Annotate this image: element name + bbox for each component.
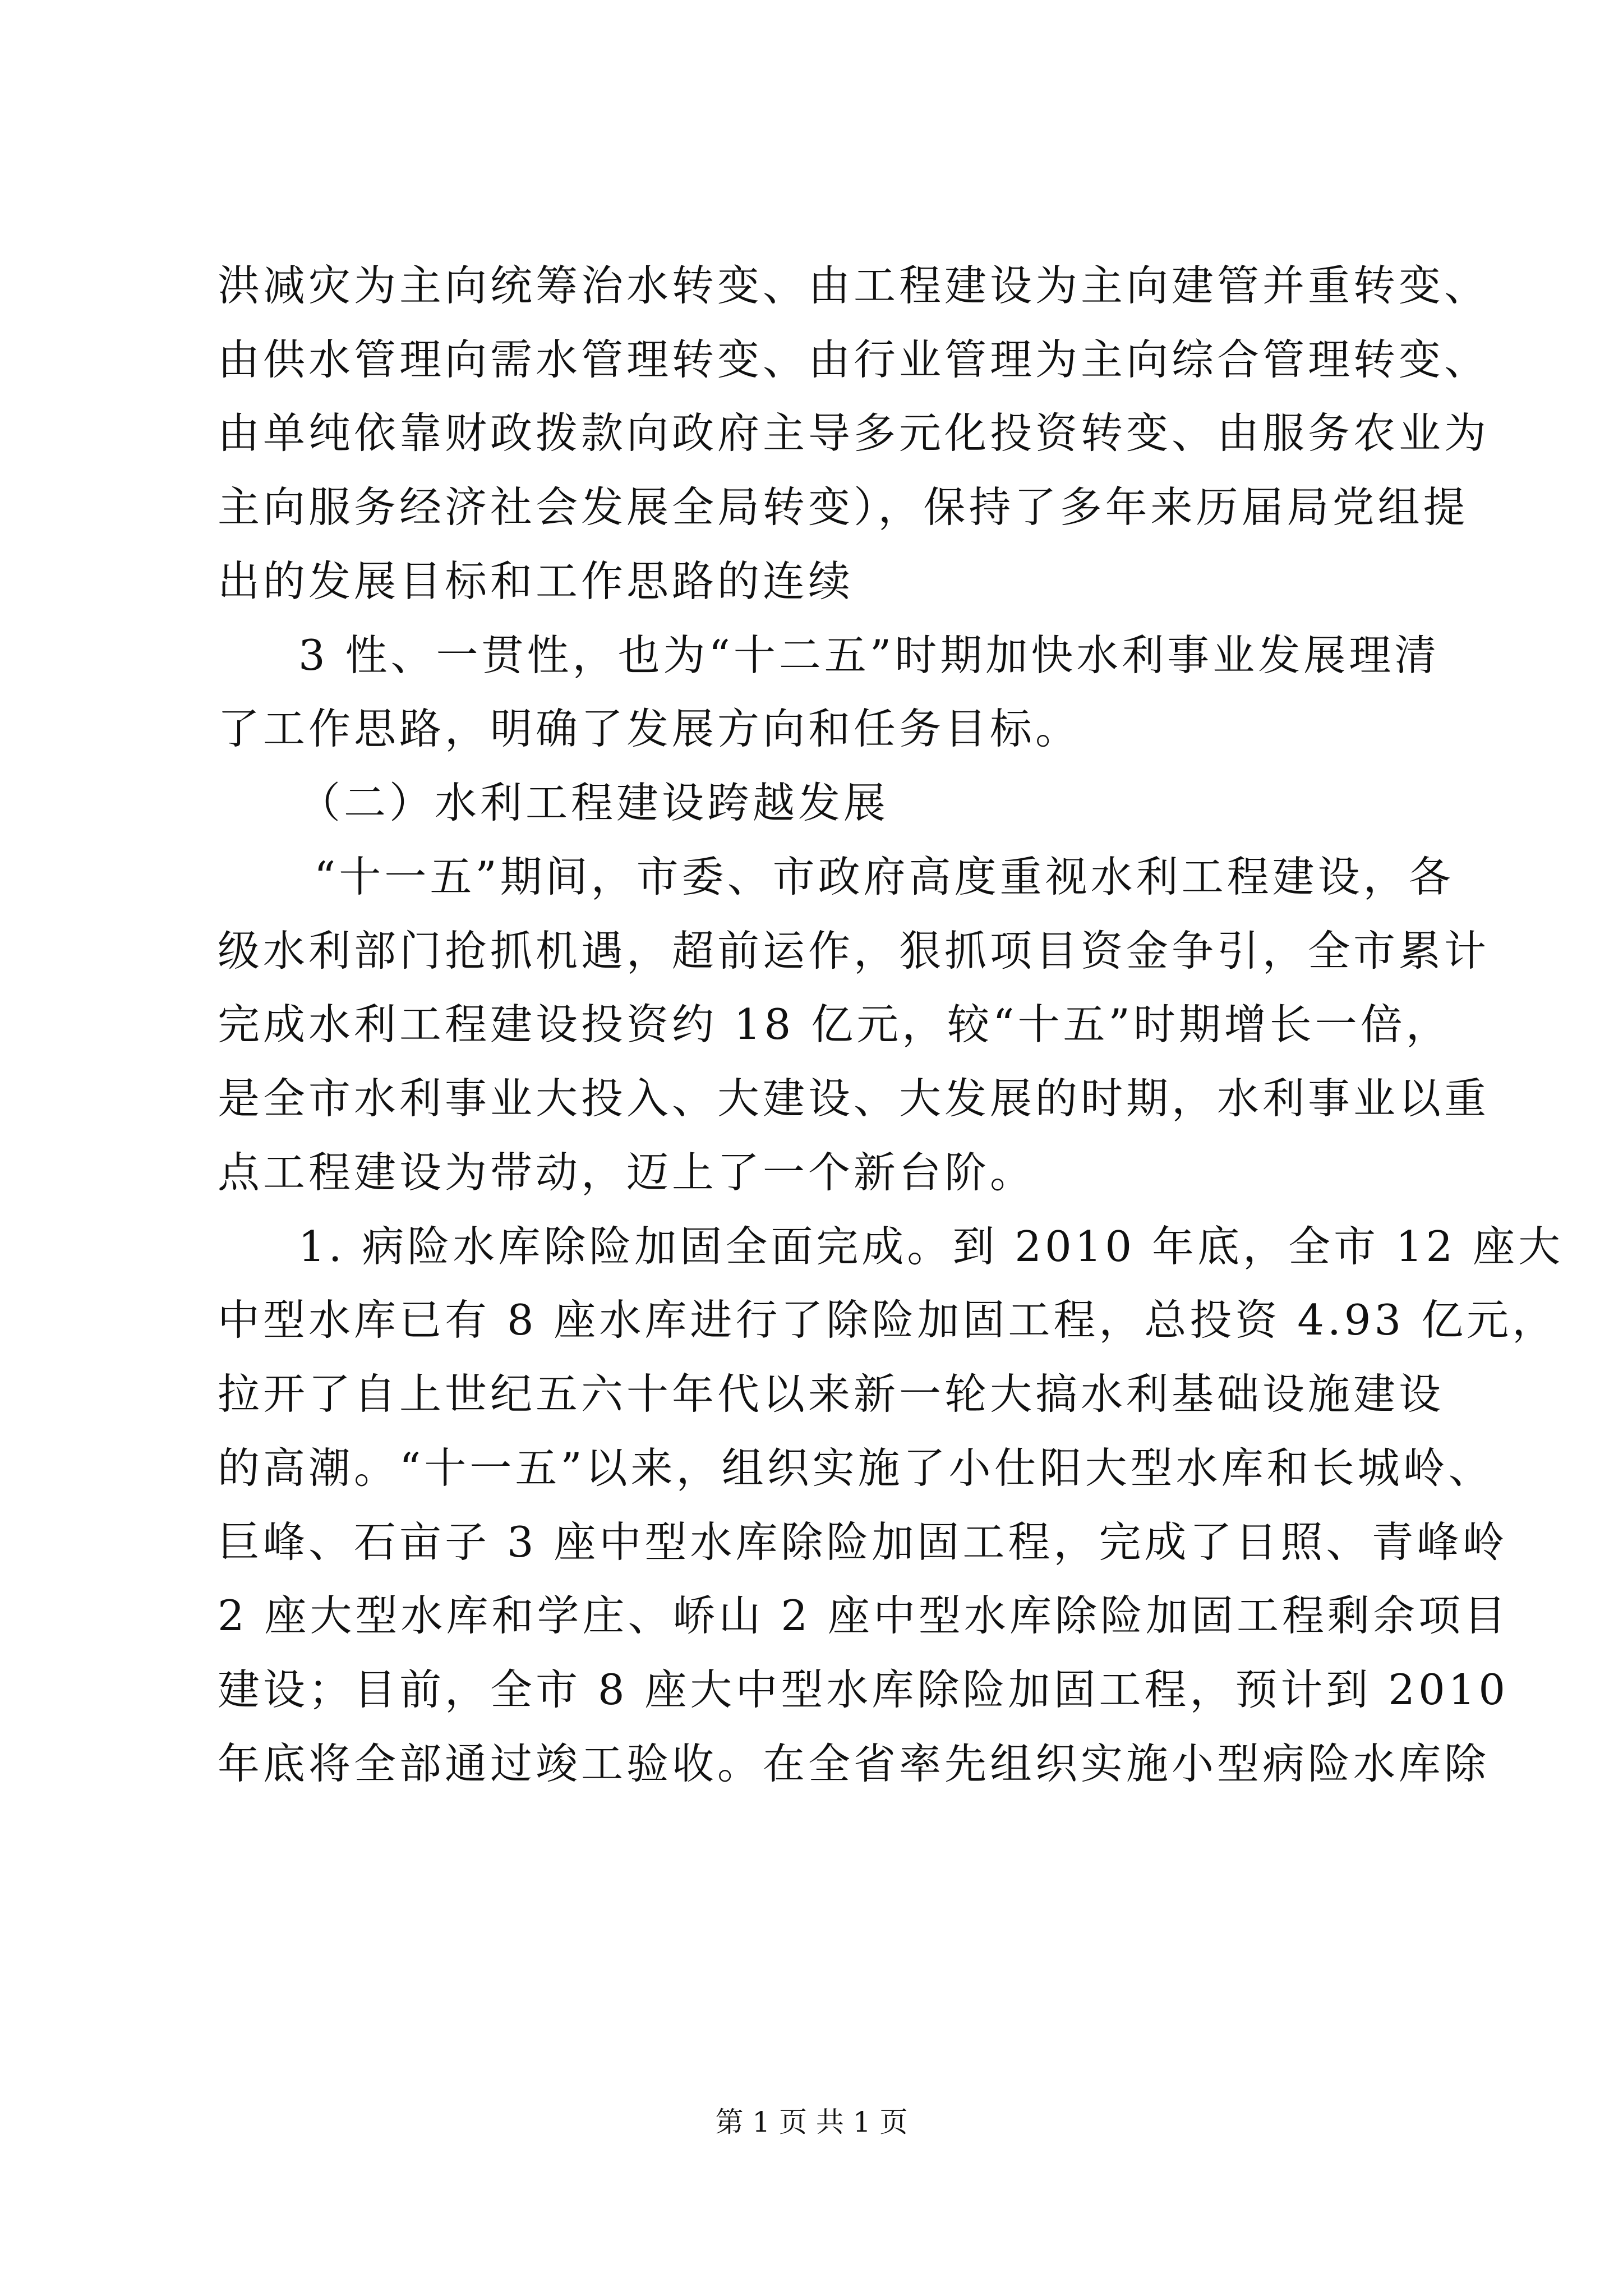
- section-heading: （二）水利工程建设跨越发展: [298, 778, 889, 827]
- body-line: 点工程建设为带动，迈上了一个新台阶。: [218, 1148, 1036, 1197]
- body-line: 洪减灾为主向统筹治水转变、由工程建设为主向建管并重转变、: [218, 261, 1490, 310]
- body-line: 年底将全部通过竣工验收。在全省率先组织实施小型病险水库除: [218, 1739, 1490, 1788]
- body-line: 3 性、一贯性，也为“十二五”时期加快水利事业发展理清: [298, 631, 1440, 680]
- body-line: 的高潮。“十一五”以来，组织实施了小仕阳大型水库和长城岭、: [218, 1443, 1494, 1493]
- body-line: 级水利部门抢抓机遇，超前运作，狠抓项目资金争引，全市累计: [218, 926, 1490, 976]
- body-line: 主向服务经济社会发展全局转变），保持了多年来历届局党组提: [218, 482, 1469, 532]
- body-line: 完成水利工程建设投资约 18 亿元，较“十五”时期增长一倍，: [218, 1000, 1451, 1049]
- body-line: 是全市水利事业大投入、大建设、大发展的时期，水利事业以重: [218, 1074, 1490, 1123]
- body-line: 了工作思路，明确了发展方向和任务目标。: [218, 704, 1081, 753]
- body-line: “十一五”期间，市委、市政府高度重视水利工程建设，各: [314, 852, 1454, 901]
- body-line: 1. 病险水库除险加固全面完成。到 2010 年底，全市 12 座大: [298, 1222, 1564, 1271]
- body-line: 巨峰、石亩子 3 座中型水库除险加固工程，完成了日照、青峰岭: [218, 1517, 1508, 1567]
- body-line: 由单纯依靠财政拨款向政府主导多元化投资转变、由服务农业为: [218, 408, 1490, 458]
- body-line: 拉开了自上世纪五六十年代以来新一轮大搞水利基础设施建设: [218, 1369, 1445, 1419]
- page-footer: 第 1 页 共 1 页: [715, 2106, 908, 2138]
- body-line: 出的发展目标和工作思路的连续: [218, 556, 854, 606]
- body-line: 由供水管理向需水管理转变、由行业管理为主向综合管理转变、: [218, 335, 1490, 384]
- body-line: 中型水库已有 8 座水库进行了除险加固工程，总投资 4.93 亿元，: [218, 1295, 1558, 1345]
- body-line: 建设；目前，全市 8 座大中型水库除险加固工程，预计到 2010: [218, 1665, 1509, 1714]
- body-line: 2 座大型水库和学庄、峤山 2 座中型水库除险加固工程剩余项目: [218, 1591, 1509, 1640]
